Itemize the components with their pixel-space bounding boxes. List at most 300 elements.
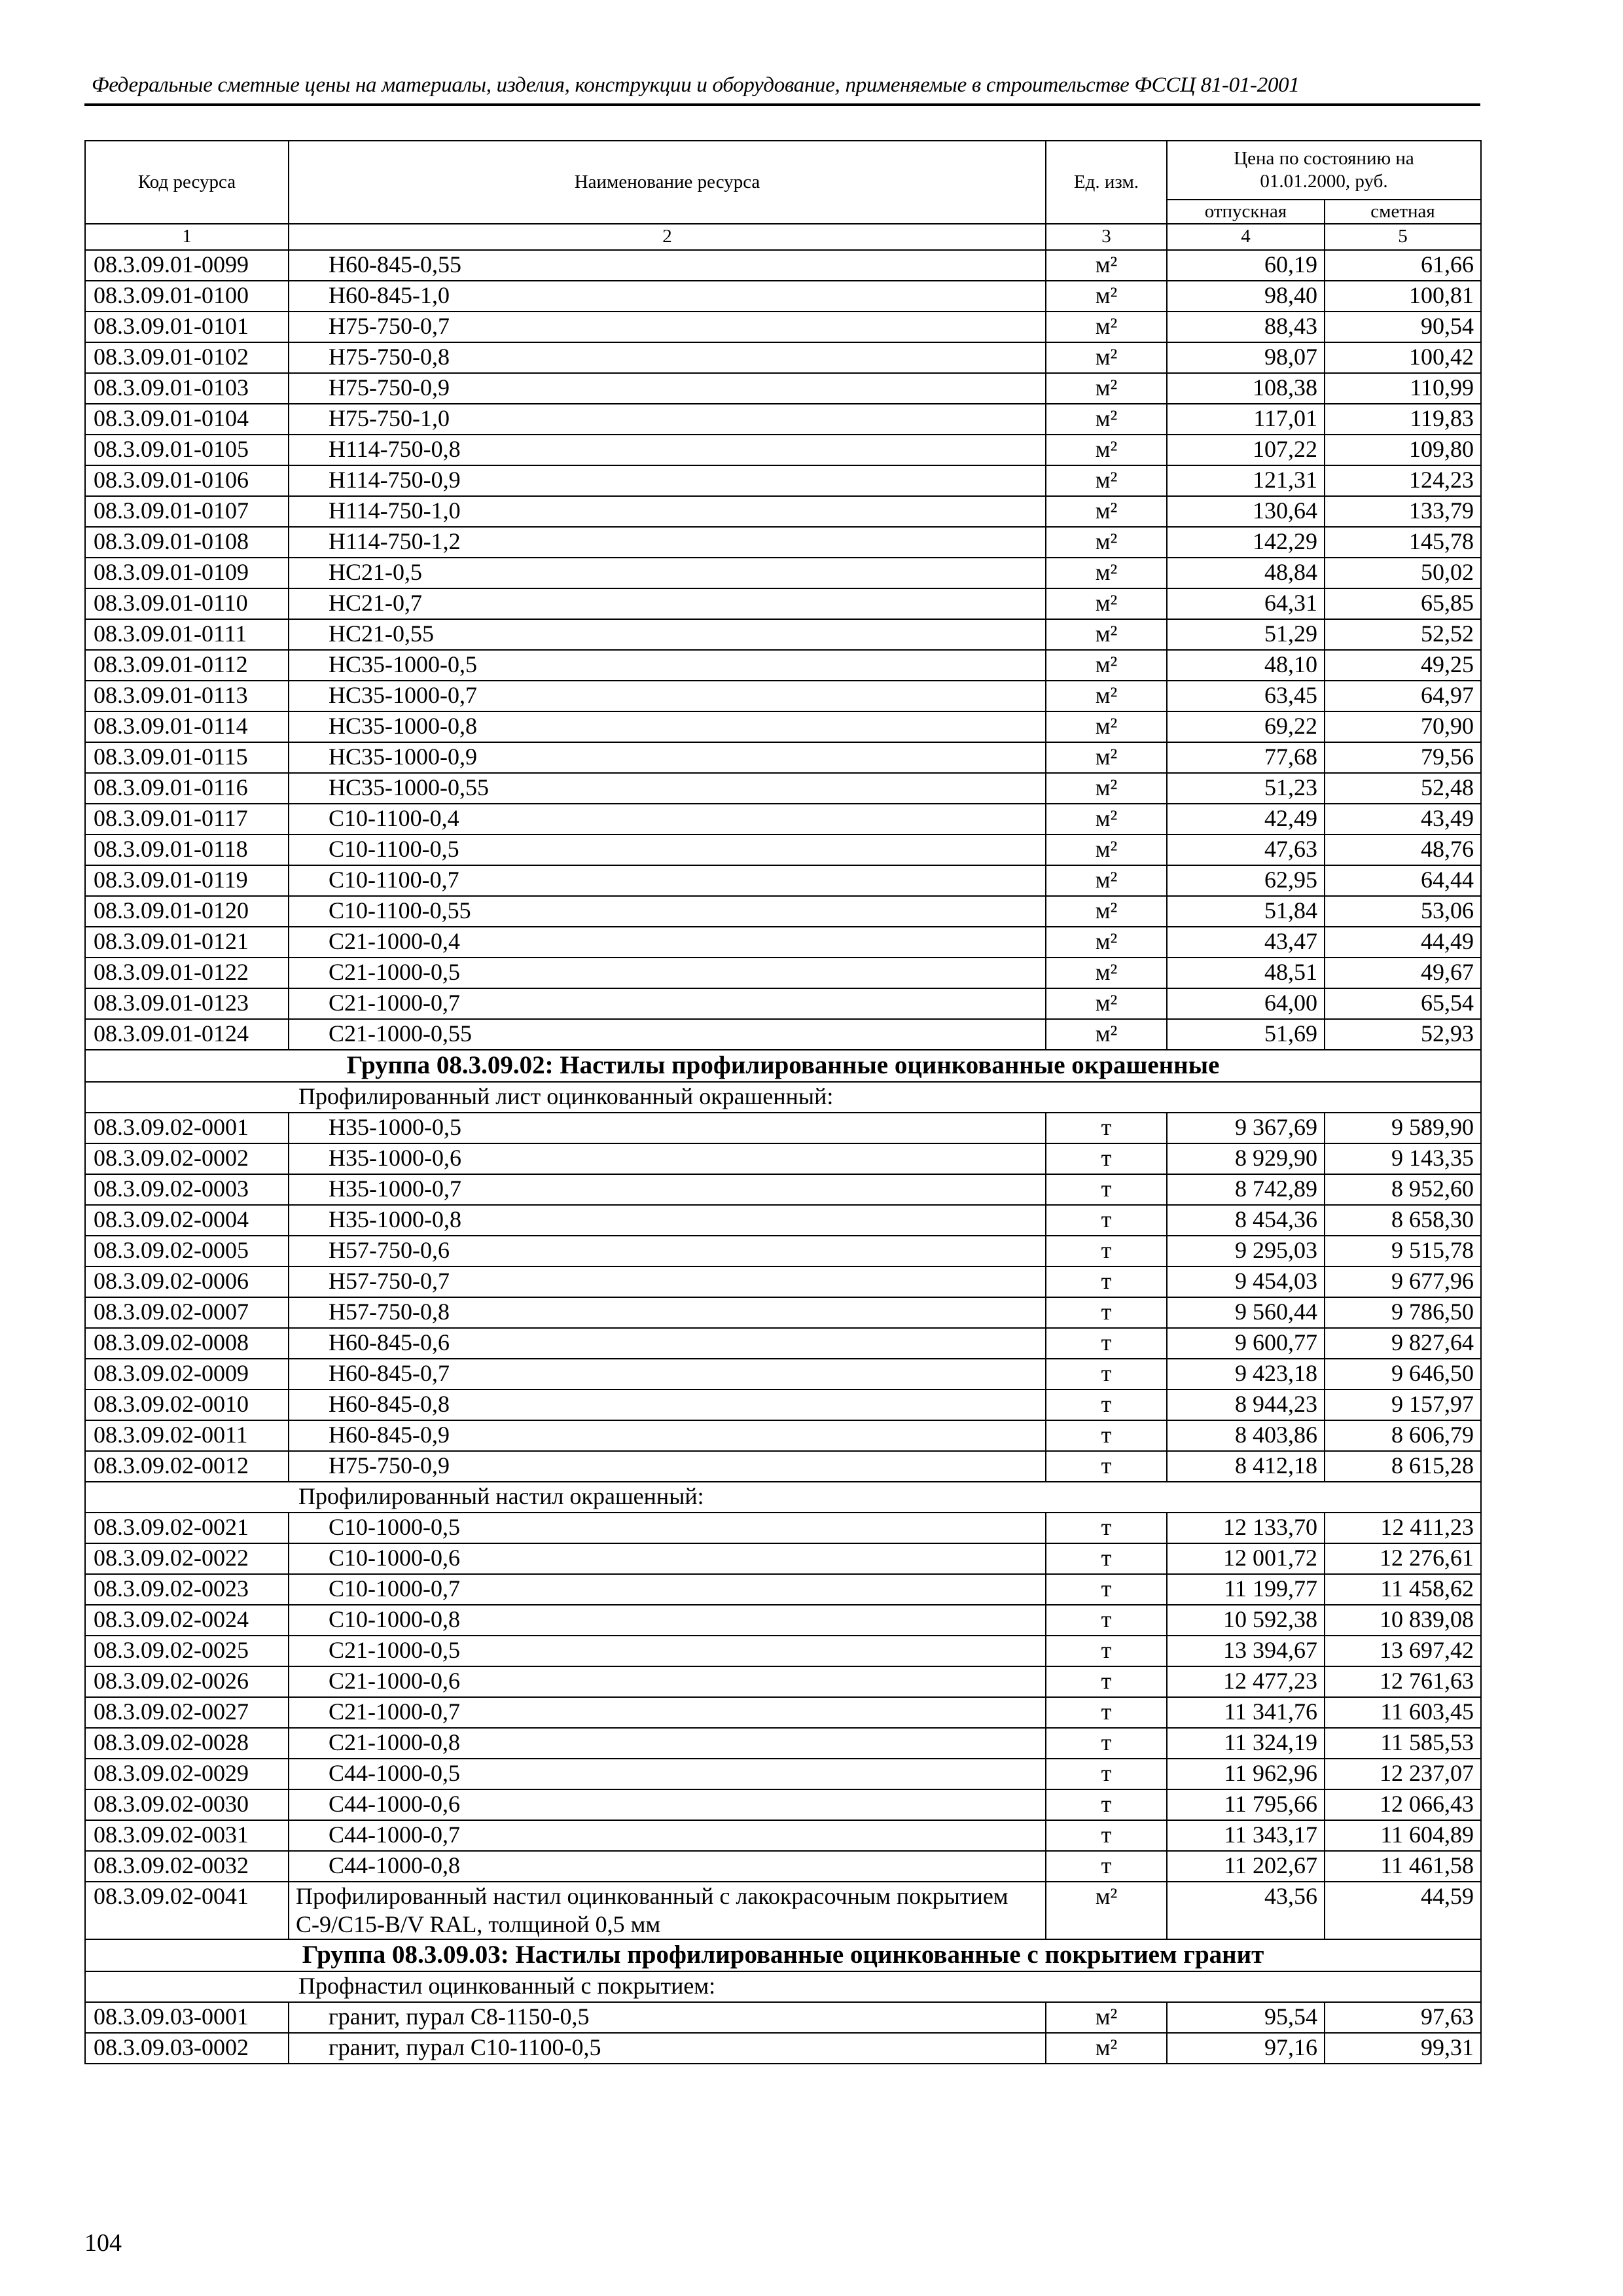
table-row <box>85 650 1481 681</box>
resource-name: Н35-1000-0,5 <box>289 1113 1046 1143</box>
estimate-price: 12 411,23 <box>1325 1513 1481 1543</box>
resource-name: Н35-1000-0,6 <box>289 1143 1046 1174</box>
resource-code: 08.3.09.02-0026 <box>85 1666 289 1697</box>
unit: т <box>1046 1728 1167 1759</box>
unit: т <box>1046 1543 1167 1574</box>
unit: т <box>1046 1174 1167 1205</box>
group-header-row <box>85 1050 1481 1082</box>
resource-name: С21-1000-0,7 <box>289 1697 1046 1728</box>
col-header-unit: Ед. изм. <box>1046 141 1167 224</box>
table-row <box>85 1543 1481 1574</box>
resource-code: 08.3.09.01-0099 <box>85 250 289 281</box>
col-header-price: Цена по состоянию на 01.01.2000, руб. <box>1167 141 1481 200</box>
release-price: 8 412,18 <box>1167 1451 1325 1482</box>
release-price: 62,95 <box>1167 865 1325 896</box>
release-price: 51,23 <box>1167 773 1325 804</box>
unit: м² <box>1046 435 1167 465</box>
resource-name: Н35-1000-0,7 <box>289 1174 1046 1205</box>
table-row <box>85 465 1481 496</box>
table-row <box>85 558 1481 588</box>
release-price: 8 742,89 <box>1167 1174 1325 1205</box>
unit: м² <box>1046 2033 1167 2064</box>
table-row <box>85 896 1481 927</box>
unit: м² <box>1046 711 1167 742</box>
unit: т <box>1046 1513 1167 1543</box>
resource-code: 08.3.09.02-0004 <box>85 1205 289 1236</box>
resource-code: 08.3.09.01-0120 <box>85 896 289 927</box>
unit: м² <box>1046 312 1167 342</box>
resource-code: 08.3.09.02-0012 <box>85 1451 289 1482</box>
table-row <box>85 1266 1481 1297</box>
column-number: 5 <box>1325 224 1481 250</box>
resource-name: Н60-845-0,55 <box>289 250 1046 281</box>
table-row <box>85 1882 1481 1939</box>
resource-name: Н57-750-0,7 <box>289 1266 1046 1297</box>
estimate-price: 9 143,35 <box>1325 1143 1481 1174</box>
table-row <box>85 404 1481 435</box>
subheader-title: Профилированный настил окрашенный: <box>85 1482 1481 1513</box>
estimate-price: 65,54 <box>1325 988 1481 1019</box>
release-price: 9 295,03 <box>1167 1236 1325 1266</box>
resource-code: 08.3.09.01-0104 <box>85 404 289 435</box>
estimate-price: 9 515,78 <box>1325 1236 1481 1266</box>
release-price: 11 202,67 <box>1167 1851 1325 1882</box>
resource-code: 08.3.09.01-0110 <box>85 588 289 619</box>
estimate-price: 9 827,64 <box>1325 1328 1481 1359</box>
resource-code: 08.3.09.01-0121 <box>85 927 289 958</box>
estimate-price: 8 606,79 <box>1325 1420 1481 1451</box>
release-price: 47,63 <box>1167 834 1325 865</box>
unit: м² <box>1046 342 1167 373</box>
release-price: 48,51 <box>1167 958 1325 988</box>
release-price: 12 477,23 <box>1167 1666 1325 1697</box>
release-price: 107,22 <box>1167 435 1325 465</box>
release-price: 117,01 <box>1167 404 1325 435</box>
resource-code: 08.3.09.01-0117 <box>85 804 289 834</box>
release-price: 9 423,18 <box>1167 1359 1325 1390</box>
estimate-price: 9 157,97 <box>1325 1390 1481 1420</box>
resource-code: 08.3.09.01-0101 <box>85 312 289 342</box>
table-row <box>85 1390 1481 1420</box>
release-price: 8 403,86 <box>1167 1420 1325 1451</box>
table-row <box>85 1205 1481 1236</box>
table-row <box>85 773 1481 804</box>
table-row <box>85 804 1481 834</box>
unit: м² <box>1046 373 1167 404</box>
release-price: 130,64 <box>1167 496 1325 527</box>
unit: м² <box>1046 958 1167 988</box>
resource-code: 08.3.09.01-0113 <box>85 681 289 711</box>
resource-code: 08.3.09.01-0107 <box>85 496 289 527</box>
estimate-price: 9 786,50 <box>1325 1297 1481 1328</box>
table-row <box>85 373 1481 404</box>
table-row <box>85 1359 1481 1390</box>
release-price: 43,56 <box>1167 1882 1325 1939</box>
resource-code: 08.3.09.02-0032 <box>85 1851 289 1882</box>
estimate-price: 65,85 <box>1325 588 1481 619</box>
table-row <box>85 1236 1481 1266</box>
release-price: 11 199,77 <box>1167 1574 1325 1605</box>
col-header-code: Код ресурса <box>85 141 289 224</box>
resource-code: 08.3.09.01-0112 <box>85 650 289 681</box>
col-header-release-price: отпускная <box>1167 200 1325 224</box>
table-row <box>85 1019 1481 1050</box>
resource-name: С10-1100-0,55 <box>289 896 1046 927</box>
col-header-estimate-price: сметная <box>1325 200 1481 224</box>
release-price: 11 795,66 <box>1167 1789 1325 1820</box>
resource-name: Н75-750-0,9 <box>289 373 1046 404</box>
estimate-price: 64,97 <box>1325 681 1481 711</box>
estimate-price: 8 658,30 <box>1325 1205 1481 1236</box>
resource-name: С44-1000-0,5 <box>289 1759 1046 1789</box>
resource-name: С21-1000-0,6 <box>289 1666 1046 1697</box>
unit: т <box>1046 1451 1167 1482</box>
estimate-price: 52,52 <box>1325 619 1481 650</box>
release-price: 48,10 <box>1167 650 1325 681</box>
estimate-price: 48,76 <box>1325 834 1481 865</box>
table-row <box>85 312 1481 342</box>
unit: т <box>1046 1328 1167 1359</box>
resource-code: 08.3.09.01-0122 <box>85 958 289 988</box>
resource-name: С10-1000-0,5 <box>289 1513 1046 1543</box>
resource-code: 08.3.09.02-0007 <box>85 1297 289 1328</box>
resource-name: Н114-750-0,9 <box>289 465 1046 496</box>
table-row <box>85 588 1481 619</box>
unit: т <box>1046 1605 1167 1636</box>
estimate-price: 52,93 <box>1325 1019 1481 1050</box>
release-price: 95,54 <box>1167 2002 1325 2033</box>
table-row <box>85 250 1481 281</box>
table-row <box>85 1113 1481 1143</box>
resource-code: 08.3.09.01-0116 <box>85 773 289 804</box>
unit: т <box>1046 1820 1167 1851</box>
unit: т <box>1046 1113 1167 1143</box>
unit: т <box>1046 1574 1167 1605</box>
unit: т <box>1046 1697 1167 1728</box>
resource-code: 08.3.09.02-0009 <box>85 1359 289 1390</box>
release-price: 9 367,69 <box>1167 1113 1325 1143</box>
resource-name: НС21-0,7 <box>289 588 1046 619</box>
resource-code: 08.3.09.02-0028 <box>85 1728 289 1759</box>
release-price: 11 341,76 <box>1167 1697 1325 1728</box>
resource-code: 08.3.09.02-0006 <box>85 1266 289 1297</box>
unit: м² <box>1046 2002 1167 2033</box>
resource-code: 08.3.09.02-0021 <box>85 1513 289 1543</box>
resource-name: С44-1000-0,6 <box>289 1789 1046 1820</box>
estimate-price: 43,49 <box>1325 804 1481 834</box>
release-price: 11 324,19 <box>1167 1728 1325 1759</box>
resource-code: 08.3.09.01-0114 <box>85 711 289 742</box>
release-price: 11 962,96 <box>1167 1759 1325 1789</box>
unit: т <box>1046 1266 1167 1297</box>
estimate-price: 44,59 <box>1325 1882 1481 1939</box>
subheader-row <box>85 1482 1481 1513</box>
estimate-price: 109,80 <box>1325 435 1481 465</box>
table-row <box>85 1820 1481 1851</box>
estimate-price: 99,31 <box>1325 2033 1481 2064</box>
release-price: 13 394,67 <box>1167 1636 1325 1666</box>
resource-code: 08.3.09.03-0002 <box>85 2033 289 2064</box>
table-row <box>85 927 1481 958</box>
unit: м² <box>1046 588 1167 619</box>
table-row <box>85 2033 1481 2064</box>
estimate-price: 119,83 <box>1325 404 1481 435</box>
resource-name: Н114-750-1,0 <box>289 496 1046 527</box>
resource-name: С10-1000-0,6 <box>289 1543 1046 1574</box>
release-price: 8 929,90 <box>1167 1143 1325 1174</box>
resource-code: 08.3.09.02-0027 <box>85 1697 289 1728</box>
table-row <box>85 1605 1481 1636</box>
resource-name: С21-1000-0,8 <box>289 1728 1046 1759</box>
resource-name: НС35-1000-0,9 <box>289 742 1046 773</box>
estimate-price: 49,25 <box>1325 650 1481 681</box>
table-row <box>85 681 1481 711</box>
estimate-price: 79,56 <box>1325 742 1481 773</box>
estimate-price: 12 237,07 <box>1325 1759 1481 1789</box>
unit: т <box>1046 1759 1167 1789</box>
resource-name: С10-1100-0,5 <box>289 834 1046 865</box>
estimate-price: 52,48 <box>1325 773 1481 804</box>
estimate-price: 61,66 <box>1325 250 1481 281</box>
table-row <box>85 619 1481 650</box>
release-price: 69,22 <box>1167 711 1325 742</box>
column-number: 1 <box>85 224 289 250</box>
resource-code: 08.3.09.02-0001 <box>85 1113 289 1143</box>
resource-name: Н75-750-0,8 <box>289 342 1046 373</box>
unit: м² <box>1046 1882 1167 1939</box>
resource-name: С21-1000-0,5 <box>289 958 1046 988</box>
table-row <box>85 1513 1481 1543</box>
col-header-name: Наименование ресурса <box>289 141 1046 224</box>
estimate-price: 100,81 <box>1325 281 1481 312</box>
resource-code: 08.3.09.02-0005 <box>85 1236 289 1266</box>
resource-name: С10-1000-0,7 <box>289 1574 1046 1605</box>
release-price: 88,43 <box>1167 312 1325 342</box>
unit: м² <box>1046 896 1167 927</box>
estimate-price: 13 697,42 <box>1325 1636 1481 1666</box>
resource-code: 08.3.09.02-0023 <box>85 1574 289 1605</box>
unit: м² <box>1046 650 1167 681</box>
unit: м² <box>1046 619 1167 650</box>
release-price: 51,29 <box>1167 619 1325 650</box>
unit: м² <box>1046 1019 1167 1050</box>
column-numbers-row <box>85 224 1481 250</box>
resource-code: 08.3.09.01-0106 <box>85 465 289 496</box>
release-price: 142,29 <box>1167 527 1325 558</box>
resource-name: Н60-845-0,9 <box>289 1420 1046 1451</box>
resource-name: С21-1000-0,5 <box>289 1636 1046 1666</box>
column-number: 3 <box>1046 224 1167 250</box>
estimate-price: 64,44 <box>1325 865 1481 896</box>
release-price: 64,31 <box>1167 588 1325 619</box>
table-row <box>85 1666 1481 1697</box>
unit: т <box>1046 1390 1167 1420</box>
resource-name: Н75-750-0,9 <box>289 1451 1046 1482</box>
estimate-price: 90,54 <box>1325 312 1481 342</box>
resource-name: Н75-750-0,7 <box>289 312 1046 342</box>
resource-code: 08.3.09.01-0123 <box>85 988 289 1019</box>
release-price: 9 600,77 <box>1167 1328 1325 1359</box>
resource-name: Н114-750-1,2 <box>289 527 1046 558</box>
estimate-price: 44,49 <box>1325 927 1481 958</box>
resource-code: 08.3.09.02-0010 <box>85 1390 289 1420</box>
estimate-price: 12 761,63 <box>1325 1666 1481 1697</box>
resource-code: 08.3.09.01-0100 <box>85 281 289 312</box>
estimate-price: 11 585,53 <box>1325 1728 1481 1759</box>
table-row <box>85 1636 1481 1666</box>
unit: т <box>1046 1851 1167 1882</box>
release-price: 12 001,72 <box>1167 1543 1325 1574</box>
unit: м² <box>1046 558 1167 588</box>
release-price: 12 133,70 <box>1167 1513 1325 1543</box>
resource-name: Профилированный настил оцинкованный с лакокрасочным покрытием С-9/С15-В/V RAL, толщиной 0,5 мм <box>289 1882 1046 1939</box>
estimate-price: 9 589,90 <box>1325 1113 1481 1143</box>
release-price: 9 454,03 <box>1167 1266 1325 1297</box>
resource-name: Н114-750-0,8 <box>289 435 1046 465</box>
subheader-row <box>85 1971 1481 2002</box>
resource-name: НС35-1000-0,5 <box>289 650 1046 681</box>
release-price: 42,49 <box>1167 804 1325 834</box>
release-price: 8 454,36 <box>1167 1205 1325 1236</box>
table-row <box>85 435 1481 465</box>
resource-code: 08.3.09.01-0119 <box>85 865 289 896</box>
resource-code: 08.3.09.01-0118 <box>85 834 289 865</box>
release-price: 11 343,17 <box>1167 1820 1325 1851</box>
subheader-title: Профнастил оцинкованный с покрытием: <box>85 1971 1481 2002</box>
resource-code: 08.3.09.02-0025 <box>85 1636 289 1666</box>
estimate-price: 97,63 <box>1325 2002 1481 2033</box>
table-row <box>85 1728 1481 1759</box>
resource-name: С10-1100-0,7 <box>289 865 1046 896</box>
table-row <box>85 281 1481 312</box>
unit: т <box>1046 1205 1167 1236</box>
page-number: 104 <box>84 2229 122 2257</box>
unit: т <box>1046 1359 1167 1390</box>
group-title: Группа 08.3.09.02: Настилы профилированные оцинкованные окрашенные <box>85 1050 1481 1082</box>
unit: м² <box>1046 834 1167 865</box>
estimate-price: 133,79 <box>1325 496 1481 527</box>
unit: м² <box>1046 681 1167 711</box>
unit: м² <box>1046 465 1167 496</box>
table-row <box>85 742 1481 773</box>
table-row <box>85 1759 1481 1789</box>
resource-code: 08.3.09.02-0041 <box>85 1882 289 1939</box>
resource-name: С44-1000-0,7 <box>289 1820 1046 1851</box>
table-row <box>85 1789 1481 1820</box>
subheader-row <box>85 1082 1481 1113</box>
table-row <box>85 342 1481 373</box>
resource-code: 08.3.09.02-0031 <box>85 1820 289 1851</box>
table-row <box>85 711 1481 742</box>
estimate-price: 50,02 <box>1325 558 1481 588</box>
release-price: 63,45 <box>1167 681 1325 711</box>
resource-name: гранит, пурал С10-1100-0,5 <box>289 2033 1046 2064</box>
resource-code: 08.3.09.01-0103 <box>85 373 289 404</box>
unit: м² <box>1046 865 1167 896</box>
resource-name: Н35-1000-0,8 <box>289 1205 1046 1236</box>
resource-name: С44-1000-0,8 <box>289 1851 1046 1882</box>
resource-name: Н75-750-1,0 <box>289 404 1046 435</box>
resource-name: НС35-1000-0,8 <box>289 711 1046 742</box>
estimate-price: 53,06 <box>1325 896 1481 927</box>
unit: м² <box>1046 250 1167 281</box>
release-price: 60,19 <box>1167 250 1325 281</box>
estimate-price: 8 952,60 <box>1325 1174 1481 1205</box>
unit: т <box>1046 1789 1167 1820</box>
estimate-price: 11 604,89 <box>1325 1820 1481 1851</box>
table-body <box>85 250 1481 2064</box>
unit: м² <box>1046 404 1167 435</box>
resource-name: Н60-845-0,6 <box>289 1328 1046 1359</box>
release-price: 48,84 <box>1167 558 1325 588</box>
estimate-price: 12 276,61 <box>1325 1543 1481 1574</box>
release-price: 51,84 <box>1167 896 1325 927</box>
estimate-price: 11 458,62 <box>1325 1574 1481 1605</box>
table-row <box>85 1174 1481 1205</box>
table-row <box>85 1297 1481 1328</box>
table-row <box>85 527 1481 558</box>
unit: м² <box>1046 988 1167 1019</box>
subheader-title: Профилированный лист оцинкованный окрашенный: <box>85 1082 1481 1113</box>
resource-name: НС21-0,5 <box>289 558 1046 588</box>
release-price: 43,47 <box>1167 927 1325 958</box>
release-price: 98,07 <box>1167 342 1325 373</box>
unit: т <box>1046 1236 1167 1266</box>
estimate-price: 100,42 <box>1325 342 1481 373</box>
table-row <box>85 1420 1481 1451</box>
resource-name: Н60-845-0,8 <box>289 1390 1046 1420</box>
release-price: 64,00 <box>1167 988 1325 1019</box>
estimate-price: 12 066,43 <box>1325 1789 1481 1820</box>
estimate-price: 110,99 <box>1325 373 1481 404</box>
resource-code: 08.3.09.02-0022 <box>85 1543 289 1574</box>
resource-code: 08.3.09.01-0108 <box>85 527 289 558</box>
unit: м² <box>1046 927 1167 958</box>
column-number: 4 <box>1167 224 1325 250</box>
unit: м² <box>1046 804 1167 834</box>
group-title: Группа 08.3.09.03: Настилы профилированные оцинкованные с покрытием гранит <box>85 1939 1481 1971</box>
table-row <box>85 834 1481 865</box>
resource-name: Н60-845-0,7 <box>289 1359 1046 1390</box>
resource-name: НС35-1000-0,55 <box>289 773 1046 804</box>
table-row <box>85 1851 1481 1882</box>
release-price: 97,16 <box>1167 2033 1325 2064</box>
table-row <box>85 1143 1481 1174</box>
resource-name: Н57-750-0,8 <box>289 1297 1046 1328</box>
unit: т <box>1046 1666 1167 1697</box>
resource-name: НС35-1000-0,7 <box>289 681 1046 711</box>
table-row <box>85 1574 1481 1605</box>
table-row <box>85 865 1481 896</box>
unit: м² <box>1046 742 1167 773</box>
estimate-price: 8 615,28 <box>1325 1451 1481 1482</box>
estimate-price: 124,23 <box>1325 465 1481 496</box>
price-table <box>84 140 1482 2064</box>
resource-code: 08.3.09.02-0024 <box>85 1605 289 1636</box>
table-row <box>85 988 1481 1019</box>
table-row <box>85 1697 1481 1728</box>
unit: м² <box>1046 281 1167 312</box>
resource-name: С10-1100-0,4 <box>289 804 1046 834</box>
unit: м² <box>1046 773 1167 804</box>
resource-name: С10-1000-0,8 <box>289 1605 1046 1636</box>
release-price: 8 944,23 <box>1167 1390 1325 1420</box>
estimate-price: 145,78 <box>1325 527 1481 558</box>
resource-code: 08.3.09.01-0124 <box>85 1019 289 1050</box>
resource-code: 08.3.09.02-0003 <box>85 1174 289 1205</box>
release-price: 77,68 <box>1167 742 1325 773</box>
table-row <box>85 1328 1481 1359</box>
